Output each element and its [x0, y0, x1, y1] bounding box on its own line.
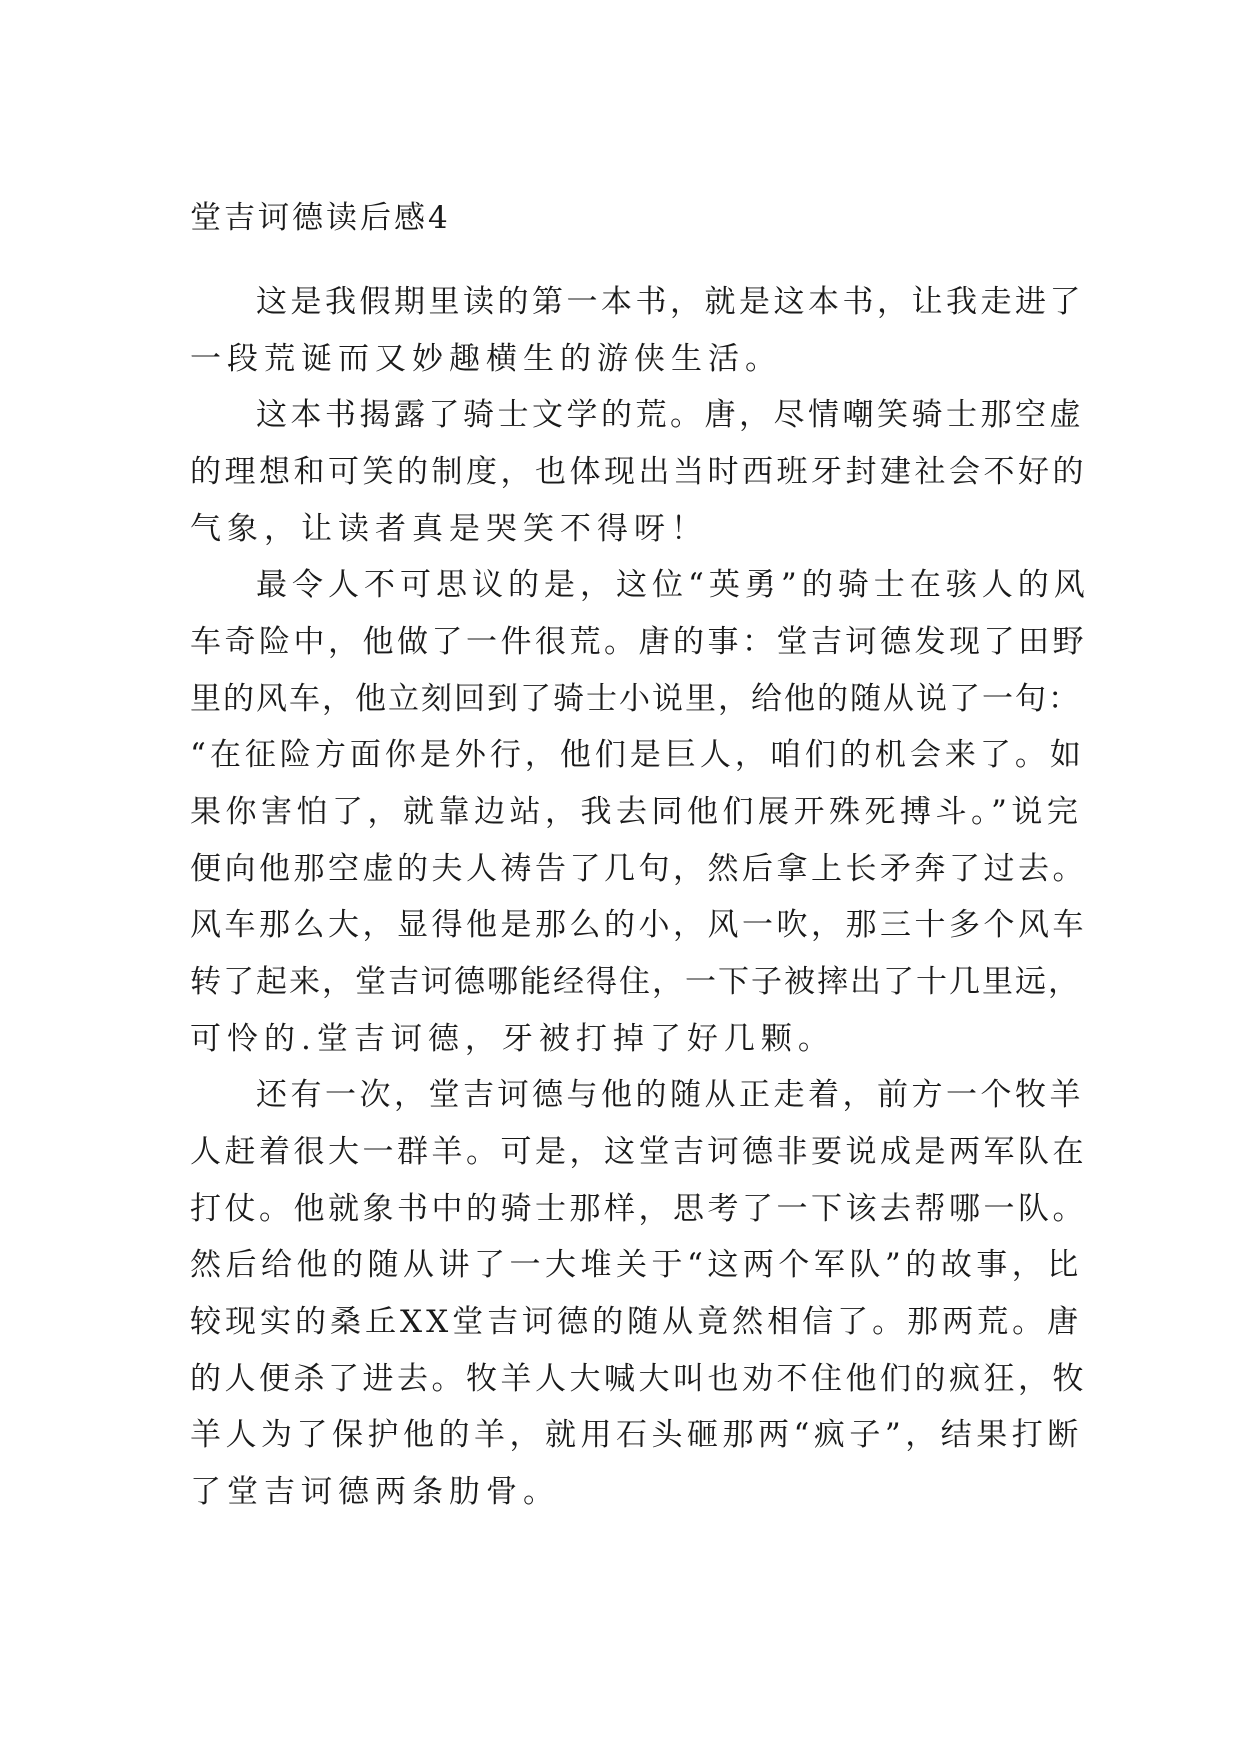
paragraph-line: 打仗。他就象书中的骑士那样，思考了一下该去帮哪一队。	[190, 1191, 1087, 1227]
paragraph-line: 果你害怕了，就靠边站，我去同他们展开殊死搏斗。”说完	[190, 794, 1083, 830]
paragraph-line: 这本书揭露了骑士文学的荒。唐，尽情嘲笑骑士那空虚	[256, 397, 1084, 433]
paragraph-line: 这是我假期里读的第一本书，就是这本书，让我走进了	[256, 284, 1084, 320]
paragraph-line: 羊人为了保护他的羊，就用石头砸那两“疯子”，结果打断	[190, 1417, 1083, 1453]
paragraph-line: 最令人不可思议的是，这位“英勇”的骑士在骇人的风	[256, 567, 1090, 603]
document-title: 堂吉诃德读后感4	[190, 200, 451, 236]
paragraph-line: 可怜的.堂吉诃德，牙被打掉了好几颗。	[190, 1021, 835, 1057]
paragraph-line: 便向他那空虚的夫人祷告了几句，然后拿上长矛奔了过去。	[190, 851, 1087, 887]
paragraph-line: 人赶着很大一群羊。可是，这堂吉诃德非要说成是两军队在	[190, 1134, 1087, 1170]
paragraph-line: 车奇险中，他做了一件很荒。唐的事：堂吉诃德发现了田野	[190, 624, 1087, 660]
paragraph-line: 然后给他的随从讲了一大堆关于“这两个军队”的故事，比	[190, 1247, 1083, 1283]
paragraph-line: 风车那么大，显得他是那么的小，风一吹，那三十多个风车	[190, 907, 1087, 943]
paragraph-line: “在征险方面你是外行，他们是巨人，咱们的机会来了。如	[190, 737, 1085, 773]
paragraph-line: 较现实的桑丘XX堂吉诃德的随从竟然相信了。那两荒。唐	[190, 1304, 1083, 1340]
paragraph-line: 转了起来，堂吉诃德哪能经得住，一下子被摔出了十几里远，	[190, 964, 1081, 1000]
paragraph-line: 一段荒诞而又妙趣横生的游侠生活。	[190, 341, 782, 377]
paragraph-line: 气象，让读者真是哭笑不得呀！	[190, 511, 708, 547]
paragraph-line: 的人便杀了进去。牧羊人大喊大叫也劝不住他们的疯狂，牧	[190, 1361, 1087, 1397]
paragraph-line: 里的风车，他立刻回到了骑士小说里，给他的随从说了一句：	[190, 681, 1081, 717]
paragraph-line: 了堂吉诃德两条肋骨。	[190, 1474, 560, 1510]
paragraph-line: 还有一次，堂吉诃德与他的随从正走着，前方一个牧羊	[256, 1077, 1084, 1113]
paragraph-line: 的理想和可笑的制度，也体现出当时西班牙封建社会不好的	[190, 454, 1087, 490]
